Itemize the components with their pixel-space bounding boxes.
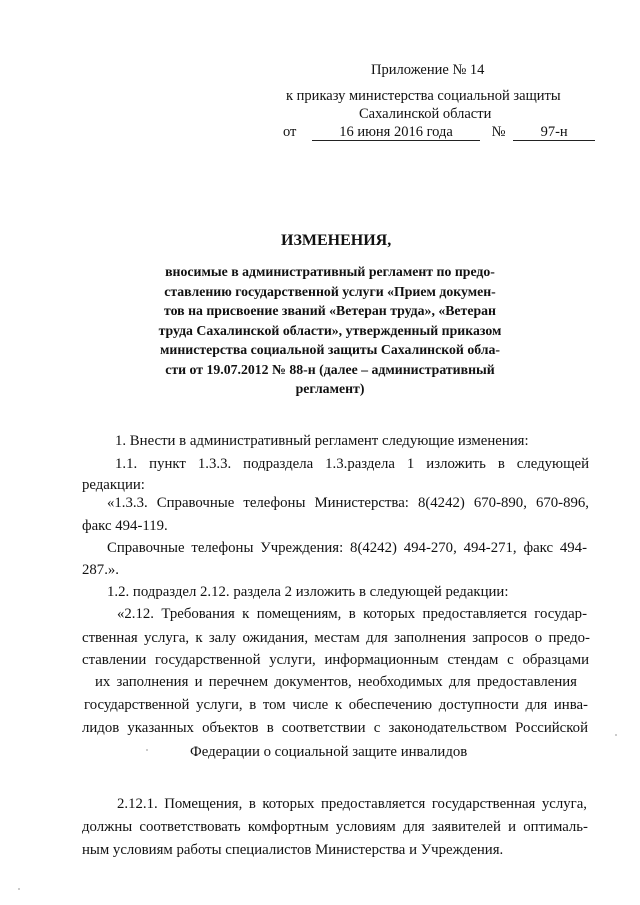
scan-speck — [615, 734, 617, 736]
subtitle-line: ставлению государственной услуги «Прием докумен- — [164, 283, 496, 299]
paragraph-1-3-3: «1.3.3. Справочные телефоны Министерства: 8(4242) 670-890, 670-896, — [107, 495, 589, 511]
paragraph-2-12-line: государственной услуги, в том числе к обеспечению доступности для инва- — [84, 697, 588, 713]
paragraph-2-12-line: ставлении государственной услуги, информационным стендам с образцами — [82, 652, 589, 668]
document-title: ИЗМЕНЕНИЯ, — [281, 232, 392, 249]
appendix-label: Приложение № 14 — [371, 62, 485, 78]
paragraph-2-12-line: их заполнения и перечнем документов, необходимых для предоставления — [95, 674, 577, 690]
paragraph-1-3-3-continued: факс 494-119. — [82, 518, 168, 534]
from-label: от — [283, 124, 297, 140]
paragraph-2-12-line: «2.12. Требования к помещениям, в которых предоставляется госудap- — [117, 606, 587, 622]
order-date-line — [283, 124, 595, 141]
paragraph-2-12-line: Федерации о социальной защите инвалидов — [190, 744, 468, 760]
item-1-1-continued: редакции: — [82, 477, 145, 493]
subtitle-line: тов на присвоение званий «Ветеран труда», «Ветеран — [164, 303, 496, 318]
institution-phones: Справочные телефоны Учреждения: 8(4242) 494-270, 494-271, факс 494- — [107, 540, 587, 556]
scan-speck — [146, 749, 148, 751]
order-reference-line1: к приказу министерства социальной защиты — [286, 88, 561, 104]
document-subtitle — [140, 262, 520, 399]
subtitle-line: министерства социальной защиты Сахалинской обла- — [159, 342, 501, 357]
item-1: 1. Внести в административный регламент следующие изменения: — [115, 433, 529, 449]
subtitle-line: вносимые в административный регламент по предо- — [165, 264, 495, 279]
order-date: 16 июня 2016 года — [312, 124, 480, 141]
subtitle-line: сти от 19.07.2012 № 88-н (далее – административный — [165, 361, 495, 377]
paragraph-2-12-line: лидов указанных объектов в соответствии с законодательством Российской — [82, 720, 588, 736]
item-1-1: 1.1. пункт 1.3.3. подраздела 1.3.раздела 1 изложить в следующей — [115, 456, 589, 472]
paragraph-2-12-1-line: ным условиям работы специалистов Министерства и Учреждения. — [82, 842, 504, 858]
number-label: № — [491, 124, 506, 140]
scan-speck — [18, 888, 20, 890]
institution-phones-continued: 287.». — [82, 562, 119, 578]
order-number: 97-н — [513, 124, 595, 141]
paragraph-2-12-line: ственная услуга, к залу ожидания, местам для заполнения запросов о предо- — [82, 630, 590, 646]
subtitle-line: регламент) — [295, 381, 365, 396]
item-1-2: 1.2. подраздел 2.12. раздела 2 изложить в следующей редакции: — [107, 584, 509, 600]
paragraph-2-12-1-line: 2.12.1. Помещения, в которых предоставляется государственная услуга, — [117, 796, 587, 812]
order-reference-line2: Сахалинской области — [359, 106, 492, 122]
subtitle-line: труда Сахалинской области», утвержденный приказом — [158, 322, 502, 338]
paragraph-2-12-1-line: должны соответствовать комфортным условиям для заявителей и оптималь- — [82, 819, 588, 835]
